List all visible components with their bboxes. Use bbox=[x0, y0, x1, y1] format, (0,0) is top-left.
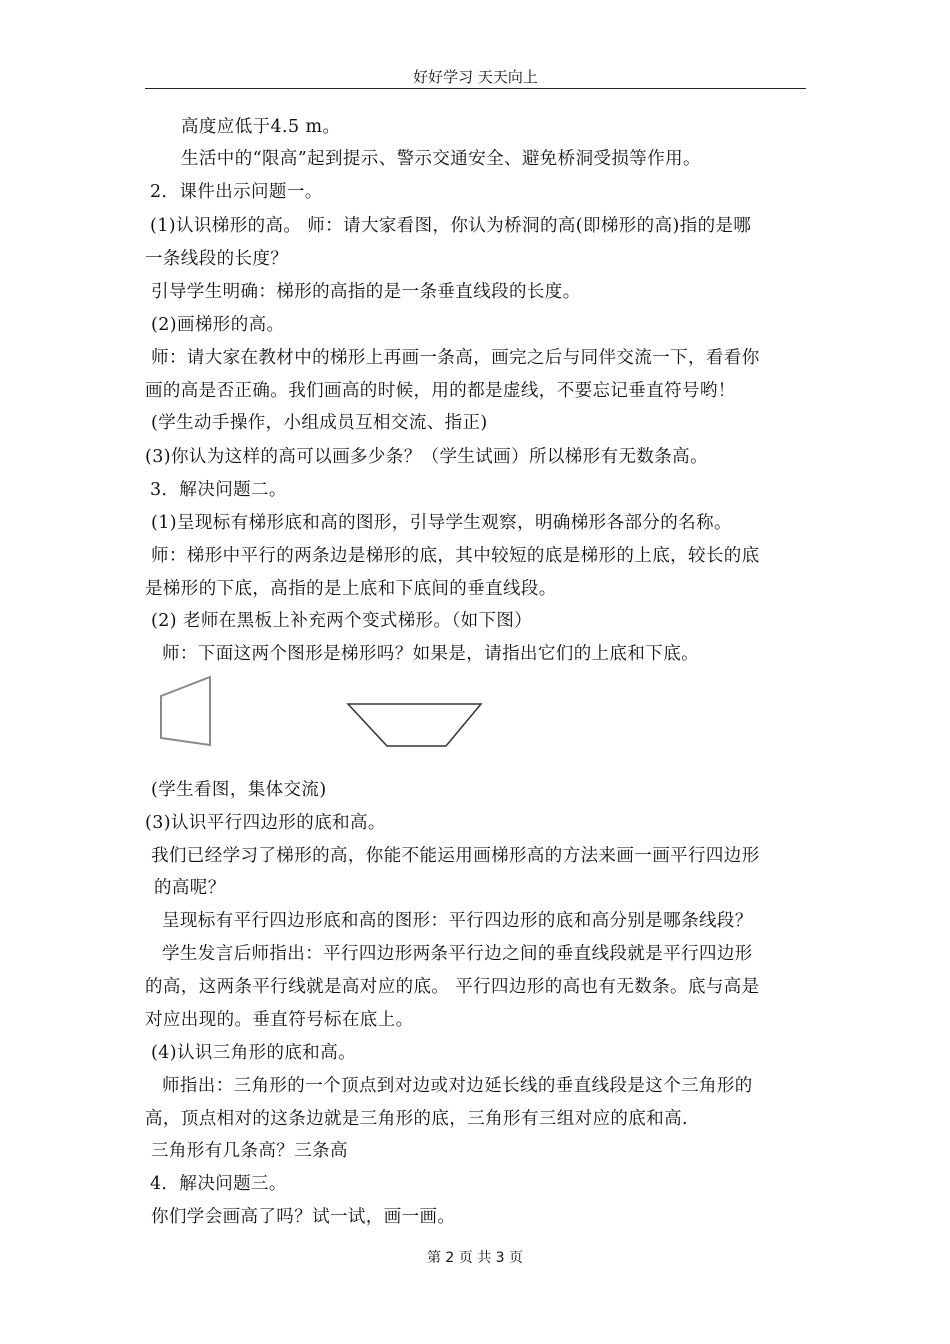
text-line: 4．解决问题三。 bbox=[150, 1174, 287, 1194]
text-line: 2．课件出示问题一。 bbox=[150, 182, 323, 202]
text-line: 画的高是否正确。我们画高的时候，用的都是虚线，不要忘记垂直符号哟！ bbox=[145, 381, 736, 401]
text-line: 3．解决问题二。 bbox=[150, 480, 287, 500]
text-line: 的高呢？ bbox=[154, 878, 226, 898]
text-line: 你们学会画高了吗？试一试，画一画。 bbox=[151, 1207, 456, 1227]
text-line: 高，顶点相对的这条边就是三角形的底，三角形有三组对应的底和高. bbox=[145, 1109, 688, 1129]
text-line: 学生发言后师指出：平行四边形两条平行边之间的垂直线段就是平行四边形 bbox=[162, 944, 753, 964]
text-line: (2)画梯形的高。 bbox=[151, 315, 285, 335]
text-line: (3)认识平行四边形的底和高。 bbox=[145, 813, 386, 833]
text-line: (2) 老师在黑板上补充两个变式梯形。（如下图） bbox=[151, 611, 533, 631]
text-line: 的高，这两条平行线就是高对应的底。 平行四边形的高也有无数条。底与高是 bbox=[145, 977, 760, 997]
text-line: 是梯形的下底，高指的是上底和下底间的垂直线段。 bbox=[145, 579, 557, 599]
text-line: 师指出：三角形的一个顶点到对边或对边延长线的垂直线段是这个三角形的 bbox=[162, 1076, 753, 1096]
text-line: (学生动手操作，小组成员互相交流、指正) bbox=[151, 413, 488, 433]
page-footer: 第 2 页 共 3 页 bbox=[426, 1250, 524, 1266]
text-line: (学生看图，集体交流) bbox=[151, 780, 327, 800]
text-line: 生活中的“限高”起到提示、警示交通安全、避免桥洞受损等作用。 bbox=[181, 149, 701, 169]
text-line: 对应出现的。垂直符号标在底上。 bbox=[145, 1010, 414, 1030]
text-line: 呈现标有平行四边形底和高的图形：平行四边形的底和高分别是哪条线段？ bbox=[162, 911, 753, 931]
trapezoid-vertical-figure bbox=[155, 672, 217, 752]
text-line: (1)认识梯形的高。 师：请大家看图，你认为桥洞的高(即梯形的高)指的是哪 bbox=[150, 216, 752, 236]
text-line: 师：请大家在教材中的梯形上再画一条高，画完之后与同伴交流一下，看看你 bbox=[151, 348, 760, 368]
text-line: (3)你认为这样的高可以画多少条？（学生试画）所以梯形有无数条高。 bbox=[145, 447, 708, 467]
text-line: 引导学生明确：梯形的高指的是一条垂直线段的长度。 bbox=[151, 282, 581, 302]
text-line: (4)认识三角形的底和高。 bbox=[151, 1043, 356, 1063]
text-line: 师：下面这两个图形是梯形吗？如果是，请指出它们的上底和下底。 bbox=[162, 644, 699, 664]
text-line: 高度应低于4.5 m。 bbox=[181, 117, 341, 137]
text-line: 一条线段的长度？ bbox=[145, 249, 289, 269]
text-line: 我们已经学习了梯形的高，你能不能运用画梯形高的方法来画一画平行四边形 bbox=[151, 846, 760, 866]
text-line: 三角形有几条高？三条高 bbox=[151, 1141, 348, 1161]
text-line: (1)呈现标有梯形底和高的图形，引导学生观察，明确梯形各部分的名称。 bbox=[151, 513, 732, 533]
page-header: 好好学习 天天向上 bbox=[145, 66, 806, 89]
text-line: 师：梯形中平行的两条边是梯形的底，其中较短的底是梯形的上底，较长的底 bbox=[151, 546, 760, 566]
trapezoid-inverted-figure bbox=[343, 700, 488, 752]
